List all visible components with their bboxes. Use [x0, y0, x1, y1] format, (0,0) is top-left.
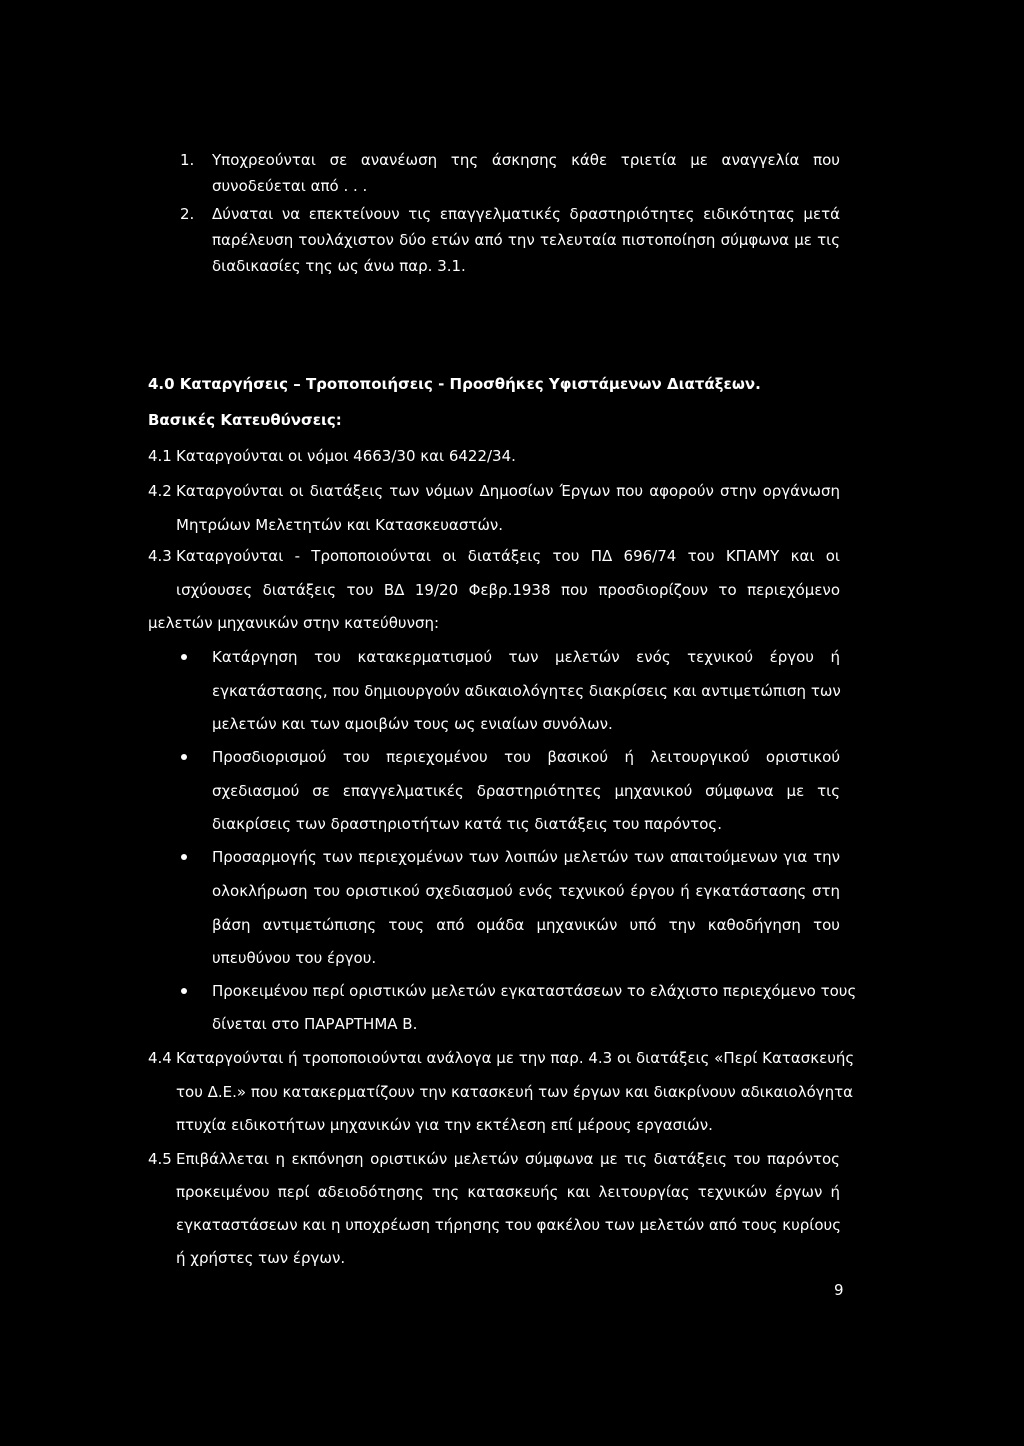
section-heading: 4.0 Καταργήσεις – Τροποποιήσεις - Προσθήκες Υφιστάμενων Διατάξεων. — [148, 375, 761, 393]
bullet-item-line: μελετών και των αμοιβών τους ως ενιαίων συνόλων. — [212, 715, 613, 733]
list-item-line: παρέλευση τουλάχιστον δύο ετών από την τελευταία πιστοποίηση σύμφωνα με τις — [212, 231, 840, 249]
list-number: 1. — [180, 151, 195, 169]
bullet-item-line: Προκειμένου περί οριστικών μελετών εγκαταστάσεων το ελάχιστο περιεχόμενο τους — [212, 982, 857, 1000]
paragraph-line: εγκαταστάσεων και η υποχρέωση τήρησης του φακέλου των μελετών από τους κυρίους — [176, 1216, 842, 1234]
paragraph-number: 4.1 — [148, 447, 172, 465]
list-item-line: Δύναται να επεκτείνουν τις επαγγελματικές δραστηριότητες ειδικότητας μετά — [212, 205, 840, 223]
bullet-item-line: βάση αντιμετώπισης τους από ομάδα μηχανικών υπό την καθοδήγηση του — [212, 916, 840, 934]
bullet-item-line: εγκατάστασης, που δημιουργούν αδικαιολόγητες διακρίσεις και αντιμετώπιση των — [212, 682, 841, 700]
bullet-item-line: Προσαρμογής των περιεχομένων των λοιπών μελετών των απαιτούμενων για την — [212, 848, 840, 866]
bullet-item-line: διακρίσεις των δραστηριοτήτων κατά τις διατάξεις του παρόντος. — [212, 815, 722, 833]
paragraph-line: ισχύουσες διατάξεις του ΒΔ 19/20 Φεβρ.1938 που προσδιορίζουν το περιεχόμενο — [176, 581, 840, 599]
paragraph-line: Καταργούνται οι διατάξεις των νόμων Δημοσίων Έργων που αφορούν στην οργάνωση — [176, 482, 840, 500]
paragraph-number: 4.4 — [148, 1049, 172, 1067]
bullet-icon — [181, 654, 187, 660]
bullet-icon — [181, 754, 187, 760]
section-subheading: Βασικές Κατευθύνσεις: — [148, 411, 342, 429]
bullet-item-line: δίνεται στο ΠΑΡΑΡΤΗΜΑ Β. — [212, 1015, 418, 1033]
bullet-item-line: σχεδιασμού σε επαγγελματικές δραστηριότητες μηχανικού σύμφωνα με τις — [212, 782, 840, 800]
paragraph-line: προκειμένου περί αδειοδότησης της κατασκευής και λειτουργίας τεχνικών έργων ή — [176, 1183, 840, 1201]
paragraph-line: Καταργούνται οι νόμοι 4663/30 και 6422/34. — [176, 447, 516, 465]
paragraph-number: 4.2 — [148, 482, 172, 500]
paragraph-line: Μητρώων Μελετητών και Κατασκευαστών. — [176, 516, 504, 534]
list-item-line: συνοδεύεται από . . . — [212, 177, 368, 195]
paragraph-line: Επιβάλλεται η εκπόνηση οριστικών μελετών σύμφωνα με τις διατάξεις του παρόντος — [176, 1150, 840, 1168]
list-number: 2. — [180, 205, 195, 223]
list-item-line: διαδικασίες της ως άνω παρ. 3.1. — [212, 257, 466, 275]
bullet-item-line: Προσδιορισμού του περιεχομένου του βασικού ή λειτουργικού οριστικού — [212, 748, 840, 766]
paragraph-number: 4.3 — [148, 547, 172, 565]
paragraph-line: πτυχία ειδικοτήτων μηχανικών για την εκτέλεση επί μέρους εργασιών. — [176, 1116, 713, 1134]
bullet-item-line: ολοκλήρωση του οριστικού σχεδιασμού ενός τεχνικού έργου ή εγκατάστασης στη — [212, 882, 840, 900]
paragraph-line: ή χρήστες των έργων. — [176, 1249, 346, 1267]
page-number: 9 — [834, 1281, 844, 1299]
paragraph-line: Καταργούνται ή τροποποιούνται ανάλογα με την παρ. 4.3 οι διατάξεις «Περί Κατασκευής — [176, 1049, 855, 1067]
paragraph-line: μελετών μηχανικών στην κατεύθυνση: — [148, 614, 440, 632]
paragraph-line: του Δ.Ε.» που κατακερματίζουν την κατασκευή των έργων και διακρίνουν αδικαιολόγητα — [176, 1083, 854, 1101]
paragraph-number: 4.5 — [148, 1150, 172, 1168]
bullet-item-line: Κατάργηση του κατακερματισμού των μελετών ενός τεχνικού έργου ή — [212, 648, 840, 666]
bullet-icon — [181, 988, 187, 994]
bullet-item-line: υπευθύνου του έργου. — [212, 949, 377, 967]
paragraph-line: Καταργούνται - Τροποποιούνται οι διατάξεις του ΠΔ 696/74 του ΚΠΑΜΥ και οι — [176, 547, 840, 565]
list-item-line: Υποχρεούνται σε ανανέωση της άσκησης κάθε τριετία με αναγγελία που — [212, 151, 840, 169]
bullet-icon — [181, 854, 187, 860]
